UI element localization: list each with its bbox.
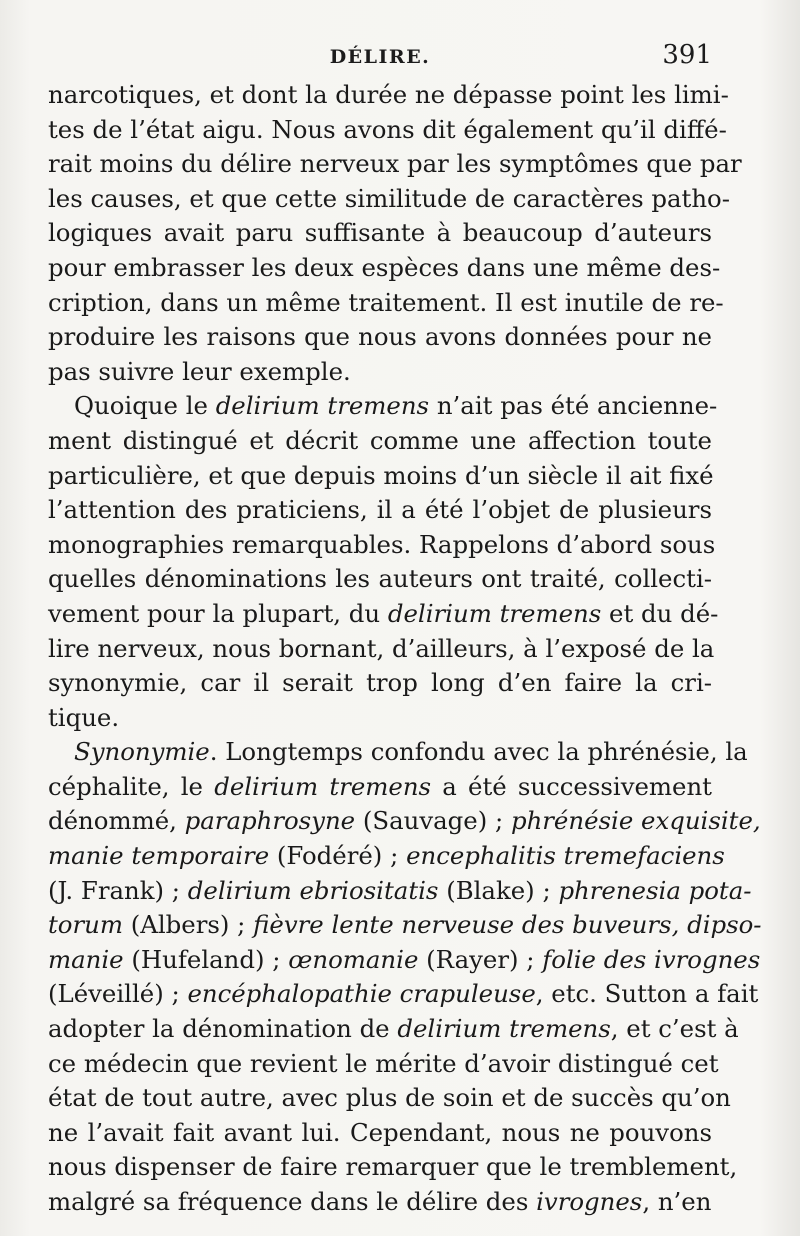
text-run: monographies remarquables. Rappelons d’abord sous xyxy=(48,529,716,559)
text-run: (Rayer) ; xyxy=(418,944,543,974)
text-run: (Sauvage) ; xyxy=(355,806,511,836)
text-line xyxy=(48,735,748,770)
italic-text: phrenesia pota- xyxy=(558,875,752,905)
text-line xyxy=(48,839,725,874)
text-run: céphalite, le xyxy=(48,771,215,801)
italic-text: encéphalopathie crapuleuse xyxy=(187,979,536,1009)
text-run: n’ait pas été ancienne- xyxy=(429,391,718,421)
text-line xyxy=(48,147,742,182)
text-run: (Albers) ; xyxy=(122,910,254,940)
italic-text: delirium ebriositatis xyxy=(187,875,439,905)
text-run: ment distingué et décrit comme une affection toute xyxy=(48,425,712,455)
text-run: (Léveillé) ; xyxy=(48,979,188,1009)
italic-text: delirium tremens xyxy=(387,598,602,628)
text-run: , n’en xyxy=(642,1187,712,1216)
text-run: (J. Frank) ; xyxy=(48,875,188,905)
text-run: ce médecin que revient le mérite d’avoir distingué cet xyxy=(48,1048,719,1078)
italic-text: phrénésie exquisite, xyxy=(510,806,761,836)
text-line xyxy=(48,943,761,978)
text-run: état de tout autre, avec plus de soin et de succès qu’on xyxy=(48,1083,731,1113)
text-run: nous dispenser de faire remarquer que le tremblement, xyxy=(48,1152,738,1182)
text-line xyxy=(48,493,712,528)
text-run: l’attention des praticiens, il a été l’objet de plusieurs xyxy=(48,495,712,525)
paragraph xyxy=(48,389,719,735)
text-run: (Hufeland) ; xyxy=(123,944,289,974)
text-run: produire les raisons que nous avons données pour ne xyxy=(48,322,712,352)
paragraph xyxy=(48,735,762,1219)
text-line xyxy=(48,459,712,494)
italic-text: manie temporaire xyxy=(48,841,270,871)
text-line xyxy=(48,1185,712,1220)
italic-text: manie xyxy=(48,944,124,974)
text-run: particulière, et que depuis moins d’un siècle il ait fixé xyxy=(48,460,714,490)
text-line xyxy=(48,770,712,805)
text-run: pas suivre leur exemple. xyxy=(48,356,351,386)
text-run: (Fodéré) ; xyxy=(269,841,407,871)
italic-text: encephalitis tremefaciens xyxy=(406,841,725,871)
text-line xyxy=(48,597,719,632)
text-line xyxy=(48,1081,731,1116)
text-run: dénommé, xyxy=(48,806,185,836)
italic-text: Synonymie xyxy=(74,737,210,767)
text-run: ne l’avait fait avant lui. Cependant, nous ne pouvons xyxy=(48,1117,712,1147)
text-run: tique. xyxy=(48,702,120,732)
text-run: Quoique le xyxy=(74,391,216,421)
text-line xyxy=(48,977,759,1012)
text-line xyxy=(48,389,718,424)
text-line xyxy=(48,182,730,217)
text-run: narcotiques, et dont la durée ne dépasse point les limi- xyxy=(48,80,729,109)
text-line xyxy=(48,874,752,909)
text-run: a été successivement xyxy=(431,771,712,801)
text-line xyxy=(48,113,727,148)
italic-text: folie des ivrognes xyxy=(542,944,761,974)
text-run: , et c’est à xyxy=(610,1014,739,1044)
italic-text: ivrognes xyxy=(536,1187,643,1216)
text-run: . Longtemps confondu avec la phrénésie, la xyxy=(209,737,748,767)
text-run: et du dé- xyxy=(601,598,719,628)
italic-text: delirium tremens xyxy=(397,1014,611,1044)
text-line xyxy=(48,701,712,736)
text-line xyxy=(48,1116,712,1151)
text-run: tes de l’état aigu. Nous avons dit également qu’il diffé- xyxy=(48,114,727,144)
text-line xyxy=(48,286,724,321)
text-run: , etc. Sutton a fait xyxy=(535,979,759,1009)
text-line xyxy=(48,216,712,251)
running-title: DÉLIRE. xyxy=(329,46,431,68)
text-line xyxy=(48,320,712,355)
text-run: adopter la dénomination de xyxy=(48,1014,398,1044)
page-header xyxy=(48,38,712,78)
italic-text: delirium tremens xyxy=(215,391,430,421)
text-run: (Blake) ; xyxy=(438,875,559,905)
text-run: les causes, et que cette similitude de caractères patho- xyxy=(48,183,730,213)
text-run: malgré sa fréquence dans le délire des xyxy=(48,1187,537,1216)
text-line xyxy=(48,1012,739,1047)
text-run: rait moins du délire nerveux par les symptômes que par xyxy=(48,149,742,179)
text-line xyxy=(48,908,762,943)
italic-text: paraphrosyne xyxy=(184,806,356,836)
text-run: logiques avait paru suffisante à beaucoup d’auteurs xyxy=(48,218,712,248)
text-line xyxy=(48,1047,719,1082)
text-line xyxy=(48,804,761,839)
text-run: cription, dans un même traitement. Il est inutile de re- xyxy=(48,287,724,317)
text-line xyxy=(48,251,721,286)
text-run: pour embrasser les deux espèces dans une même des- xyxy=(48,252,721,282)
text-line xyxy=(48,78,729,113)
italic-text: torum xyxy=(48,910,123,940)
text-line xyxy=(48,1150,738,1185)
page-number: 391 xyxy=(662,40,712,70)
text-run: vement pour la plupart, du xyxy=(48,598,388,628)
text-line xyxy=(48,424,712,459)
text-line xyxy=(48,355,712,390)
text-run: lire nerveux, nous bornant, d’ailleurs, à l’exposé de la xyxy=(48,633,715,663)
italic-text: delirium tremens xyxy=(214,771,432,801)
page-body-text xyxy=(48,78,762,1220)
paragraph xyxy=(48,78,742,389)
text-line xyxy=(48,562,712,597)
text-line xyxy=(48,528,716,563)
italic-text: fièvre lente nerveuse des buveurs, dipso- xyxy=(253,910,762,940)
text-run: quelles dénominations les auteurs ont traité, collecti- xyxy=(48,564,712,594)
text-line xyxy=(48,666,712,701)
text-run: synonymie, car il serait trop long d’en faire la cri- xyxy=(48,668,712,698)
text-line xyxy=(48,632,715,667)
italic-text: œnomanie xyxy=(288,944,419,974)
